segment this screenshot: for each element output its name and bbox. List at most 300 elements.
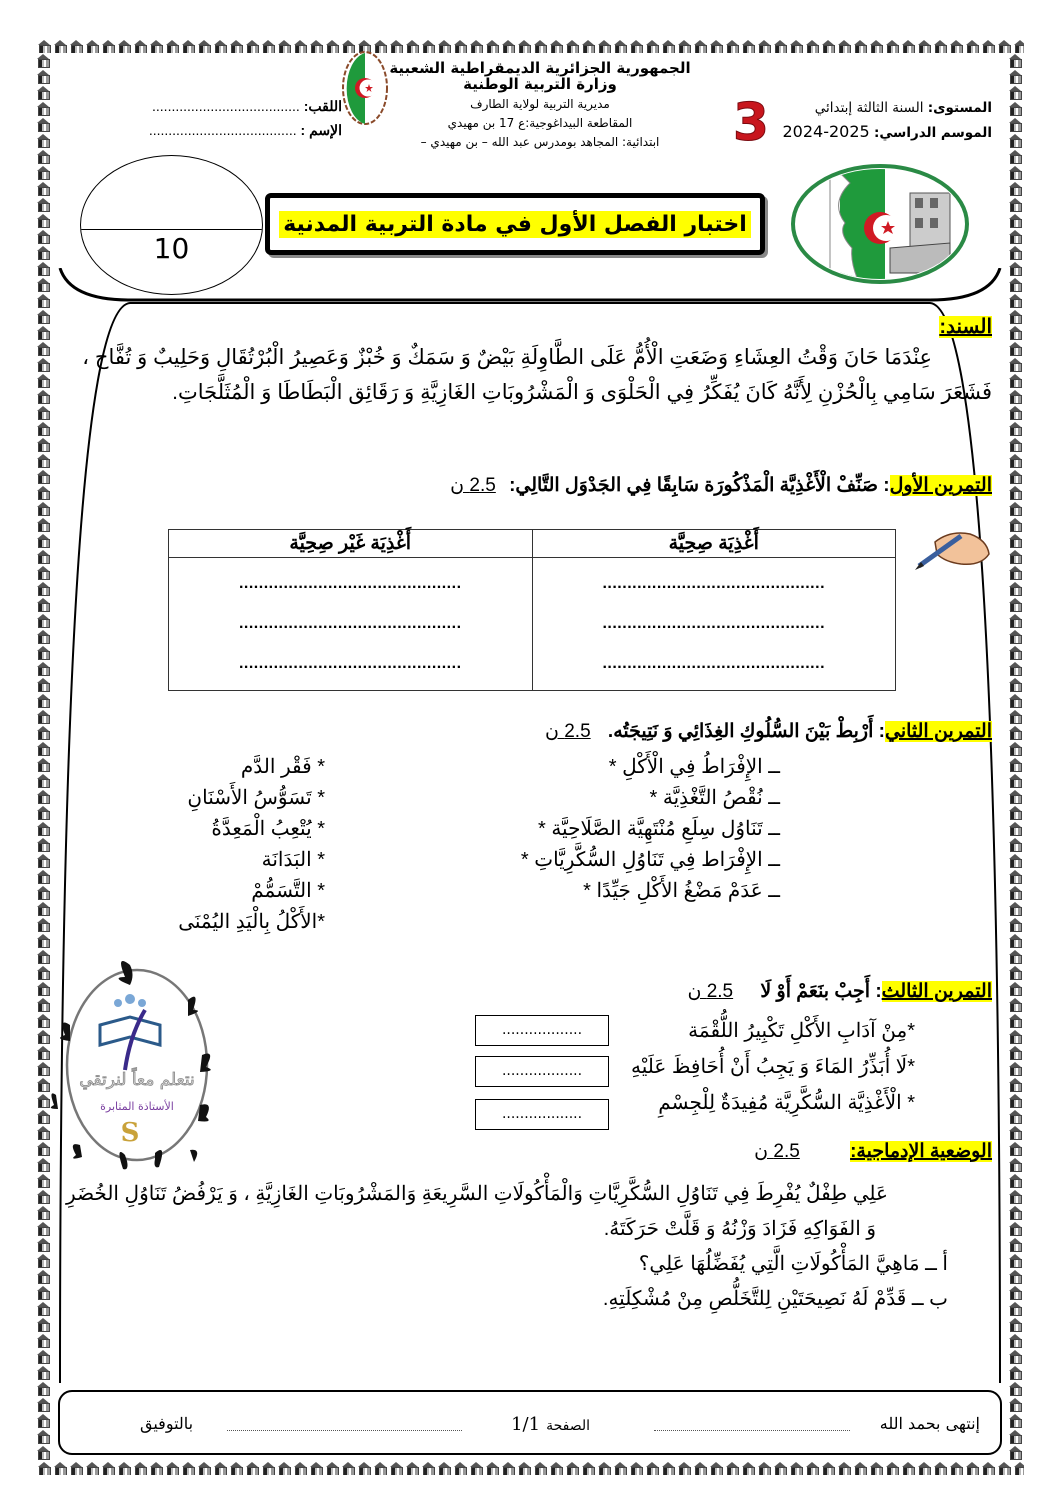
house-icon bbox=[1008, 1205, 1022, 1221]
watermark-letter: S bbox=[120, 1118, 140, 1148]
house-icon bbox=[468, 39, 484, 53]
house-icon bbox=[132, 1461, 148, 1475]
house-icon bbox=[852, 39, 868, 53]
house-icon bbox=[36, 117, 50, 133]
house-icon bbox=[596, 39, 612, 53]
house-icon bbox=[1008, 485, 1022, 501]
exercise1-label: التمرين الأول bbox=[889, 475, 992, 496]
page-border-right bbox=[1008, 53, 1022, 1461]
school-title: ابتدائية: المجاهد بومدرس عبد الله – بن مهيدي – bbox=[420, 135, 660, 149]
house-icon bbox=[1008, 405, 1022, 421]
house-icon bbox=[980, 39, 996, 53]
house-icon bbox=[36, 517, 50, 533]
house-icon bbox=[804, 1461, 820, 1475]
house-icon bbox=[1008, 85, 1022, 101]
house-icon bbox=[148, 1461, 164, 1475]
house-icon bbox=[900, 39, 916, 53]
house-icon bbox=[1008, 437, 1022, 453]
house-icon bbox=[1008, 805, 1022, 821]
house-icon bbox=[404, 39, 420, 53]
house-icon bbox=[756, 1461, 772, 1475]
house-icon bbox=[884, 1461, 900, 1475]
house-icon bbox=[868, 1461, 884, 1475]
house-icon bbox=[36, 677, 50, 693]
house-icon bbox=[1008, 53, 1022, 69]
exercise2-heading bbox=[545, 720, 992, 743]
page-label: الصفحة bbox=[546, 1418, 590, 1434]
house-icon bbox=[484, 1461, 500, 1475]
house-icon bbox=[1012, 1461, 1024, 1475]
ministry-title: وزارة التربية الوطنية bbox=[463, 75, 617, 93]
house-icon bbox=[36, 613, 50, 629]
education-logo-icon bbox=[790, 163, 970, 285]
house-icon bbox=[1008, 469, 1022, 485]
house-icon bbox=[1008, 629, 1022, 645]
house-icon bbox=[1008, 613, 1022, 629]
name-field[interactable]: ...................................... bbox=[148, 122, 297, 138]
house-icon bbox=[1008, 1413, 1022, 1429]
house-icon bbox=[36, 645, 50, 661]
house-icon bbox=[36, 261, 50, 277]
score-divider bbox=[81, 229, 262, 230]
house-icon bbox=[36, 1301, 50, 1317]
house-icon bbox=[36, 1317, 50, 1333]
house-icon bbox=[36, 1237, 50, 1253]
exercise3-points: 2.5 ن bbox=[687, 981, 734, 1002]
exercise2-label: التمرين الثاني bbox=[884, 721, 992, 742]
name-label: الإسم : bbox=[300, 122, 342, 138]
behavior-item[interactable]: ــ الإِفْرَاطُ فِي الْأَكْلِ * bbox=[608, 756, 780, 778]
house-icon bbox=[420, 1461, 436, 1475]
blank-line[interactable]: ............................................. bbox=[602, 575, 826, 592]
house-icon bbox=[36, 325, 50, 341]
house-icon bbox=[36, 1189, 50, 1205]
house-icon bbox=[36, 1173, 50, 1189]
answer-box-3[interactable]: .................. bbox=[475, 1099, 609, 1130]
page-footer bbox=[58, 1390, 1002, 1455]
house-icon bbox=[644, 39, 660, 53]
house-icon bbox=[500, 39, 516, 53]
closing-text: إنتهى بحمد الله bbox=[879, 1414, 980, 1433]
house-icon bbox=[308, 1461, 324, 1475]
exercise3-instruction: : أَجِبْ بنَعَمْ أَوْ لَا bbox=[760, 981, 882, 1002]
house-icon bbox=[724, 39, 740, 53]
house-icon bbox=[1008, 1141, 1022, 1157]
watermark-author: الأستاذة المثابرة bbox=[100, 1100, 174, 1113]
house-icon bbox=[68, 39, 84, 53]
blank-line[interactable]: ............................................. bbox=[602, 655, 826, 672]
house-icon bbox=[164, 39, 180, 53]
exercise2-instruction: : أَرْبِطْ بَيْنَ السُّلُوكِ الغِذَائِي وَ نَتِيجَتُه. bbox=[607, 721, 885, 742]
house-icon bbox=[36, 101, 50, 117]
house-icon bbox=[852, 1461, 868, 1475]
house-icon bbox=[308, 39, 324, 53]
house-icon bbox=[436, 39, 452, 53]
house-icon bbox=[1008, 1301, 1022, 1317]
house-icon bbox=[36, 1141, 50, 1157]
house-icon bbox=[1008, 1061, 1022, 1077]
house-icon bbox=[212, 1461, 228, 1475]
integration-questions bbox=[66, 1247, 948, 1317]
house-icon bbox=[452, 1461, 468, 1475]
house-icon bbox=[1008, 1093, 1022, 1109]
house-icon bbox=[1008, 789, 1022, 805]
house-icon bbox=[1008, 965, 1022, 981]
house-icon bbox=[36, 1429, 50, 1445]
house-icon bbox=[52, 1461, 68, 1475]
house-icon bbox=[612, 1461, 628, 1475]
house-icon bbox=[1008, 533, 1022, 549]
house-icon bbox=[36, 149, 50, 165]
house-icon bbox=[532, 39, 548, 53]
house-icon bbox=[36, 357, 50, 373]
house-icon bbox=[36, 1061, 50, 1077]
house-icon bbox=[1008, 741, 1022, 757]
house-icon bbox=[36, 1461, 52, 1475]
house-icon bbox=[292, 1461, 308, 1475]
house-icon bbox=[36, 309, 50, 325]
blank-line[interactable]: ............................................. bbox=[238, 615, 462, 632]
house-icon bbox=[1008, 501, 1022, 517]
house-icon bbox=[548, 1461, 564, 1475]
passage-heading bbox=[939, 314, 992, 339]
column-header-healthy: أَغْذِيَة صِحِيَّة bbox=[532, 530, 896, 558]
house-icon bbox=[1008, 421, 1022, 437]
house-icon bbox=[628, 1461, 644, 1475]
house-icon bbox=[564, 1461, 580, 1475]
header-official bbox=[385, 60, 695, 152]
house-icon bbox=[36, 421, 50, 437]
behavior-item[interactable]: ــ نُقْصُ التَّغْذِيَّة * bbox=[649, 787, 780, 809]
level-row bbox=[770, 96, 992, 120]
house-icon bbox=[84, 1461, 100, 1475]
house-icon bbox=[1008, 1429, 1022, 1445]
house-icon bbox=[36, 901, 50, 917]
integration-points: 2.5 ن bbox=[754, 1141, 800, 1162]
house-icon bbox=[196, 39, 212, 53]
house-icon bbox=[772, 39, 788, 53]
house-icon bbox=[836, 39, 852, 53]
pencil-hand-icon bbox=[915, 520, 993, 572]
house-icon bbox=[36, 1445, 50, 1461]
house-icon bbox=[36, 581, 50, 597]
house-icon bbox=[980, 1461, 996, 1475]
house-icon bbox=[36, 165, 50, 181]
house-icon bbox=[1008, 517, 1022, 533]
house-icon bbox=[36, 837, 50, 853]
house-icon bbox=[36, 1157, 50, 1173]
house-icon bbox=[580, 1461, 596, 1475]
exercise2-points: 2.5 ن bbox=[544, 721, 591, 742]
butterfly-wreath-icon bbox=[50, 955, 225, 1175]
blank-line[interactable]: ............................................. bbox=[602, 615, 826, 632]
house-icon bbox=[36, 69, 50, 85]
house-icon bbox=[1008, 1013, 1022, 1029]
house-icon bbox=[676, 39, 692, 53]
house-icon bbox=[436, 1461, 452, 1475]
house-icon bbox=[1008, 581, 1022, 597]
house-icon bbox=[36, 245, 50, 261]
house-icon bbox=[116, 1461, 132, 1475]
house-icon bbox=[244, 39, 260, 53]
surname-label: اللقب: bbox=[303, 98, 342, 114]
results-list bbox=[140, 752, 325, 938]
house-icon bbox=[916, 1461, 932, 1475]
level-label: المستوى: bbox=[927, 100, 992, 116]
house-icon bbox=[1008, 661, 1022, 677]
house-icon bbox=[36, 453, 50, 469]
house-icon bbox=[36, 341, 50, 357]
surname-field[interactable]: ...................................... bbox=[152, 98, 300, 114]
column-header-unhealthy: أَغْذِيَة غَيْر صِحِيَّة bbox=[169, 530, 533, 558]
house-icon bbox=[36, 405, 50, 421]
house-icon bbox=[500, 1461, 516, 1475]
house-icon bbox=[1008, 645, 1022, 661]
house-icon bbox=[884, 39, 900, 53]
house-icon bbox=[900, 1461, 916, 1475]
exam-title: اختبار الفصل الأول في مادة التربية المدنية bbox=[279, 211, 751, 238]
house-icon bbox=[36, 917, 50, 933]
name-row bbox=[62, 116, 342, 144]
house-icon bbox=[916, 39, 932, 53]
result-item[interactable]: * التَّسَمُّمْ bbox=[251, 880, 325, 902]
house-icon bbox=[1008, 373, 1022, 389]
number-three-icon bbox=[729, 96, 773, 146]
house-icon bbox=[36, 229, 50, 245]
house-icon bbox=[788, 1461, 804, 1475]
house-icon bbox=[36, 997, 50, 1013]
house-icon bbox=[36, 757, 50, 773]
house-icon bbox=[148, 39, 164, 53]
house-icon bbox=[36, 1381, 50, 1397]
house-icon bbox=[1008, 1381, 1022, 1397]
house-icon bbox=[708, 1461, 724, 1475]
result-item[interactable]: * فَقْر الدَّم bbox=[240, 756, 325, 778]
directorate-title: مديرية التربية لولاية الطارف bbox=[470, 97, 610, 111]
district-title: المقاطعة البيداغوجية:ع 17 بن مهيدي bbox=[447, 116, 633, 130]
house-icon bbox=[564, 39, 580, 53]
integration-text: عَلِي طِفْلٌ يُفْرِطَ فِي تَنَاوُلِ السُّكَّرِيَّاتِ وَالْمَأْكُولَاتِ السَّرِيعَةِ وَالمَشْرُوبَاتِ الغَازِيَّةِ ، وَ يَرْفُضُ تَنَاوُلِ الخُضَرِ وَ الفَوَاكِهِ فَزَادَ وَزْنُهُ وَ قَلَّتْ حَرَكَتَهُ. bbox=[66, 1183, 888, 1240]
house-icon bbox=[1008, 933, 1022, 949]
house-icon bbox=[36, 1045, 50, 1061]
house-icon bbox=[1008, 1189, 1022, 1205]
house-icon bbox=[1008, 997, 1022, 1013]
integration-heading bbox=[754, 1140, 992, 1163]
result-item[interactable]: * تَسَوُّسُ الأَسْنَانِ bbox=[187, 787, 325, 809]
house-icon bbox=[1008, 1333, 1022, 1349]
house-icon bbox=[36, 965, 50, 981]
unhealthy-foods-cell[interactable] bbox=[169, 558, 533, 691]
house-icon bbox=[1008, 757, 1022, 773]
good-luck-text: بالتوفيق bbox=[140, 1414, 194, 1433]
blank-line[interactable]: ............................................. bbox=[238, 575, 462, 592]
house-icon bbox=[1008, 1237, 1022, 1253]
house-icon bbox=[36, 485, 50, 501]
page-border-bottom bbox=[36, 1461, 1024, 1475]
house-icon bbox=[36, 1269, 50, 1285]
result-item[interactable]: * البَدَانَة bbox=[261, 849, 325, 871]
house-icon bbox=[52, 39, 68, 53]
house-icon bbox=[1008, 245, 1022, 261]
house-icon bbox=[1008, 1077, 1022, 1093]
house-icon bbox=[820, 1461, 836, 1475]
house-icon bbox=[788, 39, 804, 53]
house-icon bbox=[36, 1285, 50, 1301]
house-icon bbox=[36, 213, 50, 229]
exercise1-heading bbox=[450, 474, 992, 497]
house-icon bbox=[1008, 677, 1022, 693]
house-icon bbox=[116, 39, 132, 53]
house-icon bbox=[1008, 1269, 1022, 1285]
house-icon bbox=[1008, 1109, 1022, 1125]
house-icon bbox=[1008, 197, 1022, 213]
house-icon bbox=[948, 39, 964, 53]
house-icon bbox=[1008, 389, 1022, 405]
house-icon bbox=[1008, 549, 1022, 565]
answer-box-2[interactable]: .................. bbox=[475, 1056, 609, 1087]
house-icon bbox=[964, 39, 980, 53]
house-icon bbox=[36, 437, 50, 453]
house-icon bbox=[36, 1029, 50, 1045]
integration-label: الوضعية الإدماجية: bbox=[850, 1141, 992, 1162]
exercise1-points: 2.5 ن bbox=[450, 475, 496, 496]
blank-line[interactable]: ............................................. bbox=[238, 655, 462, 672]
house-icon bbox=[1008, 101, 1022, 117]
house-icon bbox=[36, 853, 50, 869]
house-icon bbox=[36, 1221, 50, 1237]
house-icon bbox=[36, 1077, 50, 1093]
house-icon bbox=[836, 1461, 852, 1475]
house-icon bbox=[36, 949, 50, 965]
house-icon bbox=[276, 39, 292, 53]
house-icon bbox=[100, 1461, 116, 1475]
house-icon bbox=[1008, 1365, 1022, 1381]
house-icon bbox=[1008, 293, 1022, 309]
house-icon bbox=[36, 725, 50, 741]
svg-text:3: 3 bbox=[732, 96, 770, 146]
house-icon bbox=[36, 533, 50, 549]
house-icon bbox=[36, 597, 50, 613]
healthy-foods-cell[interactable] bbox=[532, 558, 896, 691]
passage-label: السند: bbox=[939, 316, 992, 338]
house-icon bbox=[756, 39, 772, 53]
house-icon bbox=[180, 1461, 196, 1475]
food-classification-table bbox=[168, 529, 896, 691]
house-icon bbox=[1008, 1317, 1022, 1333]
house-icon bbox=[1008, 949, 1022, 965]
emblem-icon bbox=[340, 48, 390, 128]
total-score: 10 bbox=[153, 232, 190, 265]
house-icon bbox=[1008, 773, 1022, 789]
education-logo bbox=[790, 163, 970, 285]
teacher-watermark bbox=[50, 955, 225, 1175]
house-icon bbox=[596, 1461, 612, 1475]
house-icon bbox=[1008, 981, 1022, 997]
house-icon bbox=[36, 869, 50, 885]
house-icon bbox=[36, 1365, 50, 1381]
level-value: السنة الثالثة إبتدائي bbox=[814, 100, 924, 116]
house-icon bbox=[948, 1461, 964, 1475]
republic-title: الجمهورية الجزائرية الديمقراطية الشعبية bbox=[389, 59, 691, 77]
house-icon bbox=[484, 39, 500, 53]
house-icon bbox=[1008, 725, 1022, 741]
house-icon bbox=[36, 1109, 50, 1125]
statement-item: *مِنْ آدَابِ الأَكْلِ تَكْبِيرُ اللُّقْمَة bbox=[688, 1020, 915, 1042]
house-icon bbox=[36, 39, 52, 53]
house-icon bbox=[1008, 133, 1022, 149]
question-a: أ ــ مَاهِيَّ المَأْكُولَاتِ الَّتِي يُفَضِّلُهَا عَلِي؟ bbox=[638, 1253, 948, 1275]
house-icon bbox=[820, 39, 836, 53]
house-icon bbox=[1008, 693, 1022, 709]
house-icon bbox=[548, 39, 564, 53]
house-icon bbox=[660, 1461, 676, 1475]
house-icon bbox=[36, 197, 50, 213]
house-icon bbox=[660, 39, 676, 53]
page-border-left bbox=[36, 53, 50, 1461]
house-icon bbox=[36, 661, 50, 677]
house-icon bbox=[1008, 309, 1022, 325]
house-icon bbox=[996, 39, 1012, 53]
house-icon bbox=[1008, 1045, 1022, 1061]
behavior-item[interactable]: ــ الإِفْرَاط فِي تَنَاوُلِ السُّكَّرِيَّاتِ * bbox=[520, 849, 780, 871]
house-icon bbox=[228, 39, 244, 53]
season-label: الموسم الدراسي: bbox=[874, 125, 992, 141]
house-icon bbox=[516, 1461, 532, 1475]
house-icon bbox=[1008, 277, 1022, 293]
house-icon bbox=[36, 53, 50, 69]
house-icon bbox=[1008, 885, 1022, 901]
house-icon bbox=[1008, 325, 1022, 341]
house-icon bbox=[1008, 901, 1022, 917]
house-icon bbox=[36, 629, 50, 645]
watermark-slogan: نتعلم معاً لنرتقي bbox=[79, 1070, 195, 1090]
passage-text: عِنْدَمَا حَانَ وَقْتُ العِشَاءِ وَضَعَتِ الْأُمُّ عَلَى الطَّاوِلَةِ بَيْضٌ وَ سَمَكٌ وَ خُبْزٌ وَعَصِيرُ الْبُرْتُقَالِ وَحَلِيبٌ وَ تُفَّاح ، فَشَعَرَ سَامِي بِالْحُزْنِ لِأَنَّهُ كَانَ يُفَكِّرُ فِي الْحَلْوَى وَ الْمَشْرُوبَاتِ الغَازِيَّةِ وَ رَقَائِق الْبَطَاطَا وَ الْمُثَلَّجَاتِ. bbox=[82, 346, 992, 404]
house-icon bbox=[644, 1461, 660, 1475]
house-icon bbox=[36, 773, 50, 789]
house-icon bbox=[36, 293, 50, 309]
result-item[interactable]: * يُتْعِبُ الْمَعِدَّةُ bbox=[211, 818, 325, 840]
house-icon bbox=[36, 373, 50, 389]
house-icon bbox=[36, 1205, 50, 1221]
house-icon bbox=[964, 1461, 980, 1475]
exercise3-label: التمرين الثالث bbox=[881, 981, 992, 1002]
season-value: 2025-2024 bbox=[782, 122, 870, 141]
behavior-item[interactable]: ــ تَنَاوُل سِلَعِ مُنْتَهِيَّة الصَّلَاحِيَّة * bbox=[537, 818, 780, 840]
result-item[interactable]: *الأَكْلُ بِالْيَدِ اليُمْنَى bbox=[178, 911, 325, 933]
house-icon bbox=[996, 1461, 1012, 1475]
house-icon bbox=[36, 1333, 50, 1349]
page-value: 1/1 bbox=[511, 1414, 541, 1435]
house-icon bbox=[36, 181, 50, 197]
house-icon bbox=[692, 1461, 708, 1475]
house-icon bbox=[340, 1461, 356, 1475]
house-icon bbox=[244, 1461, 260, 1475]
house-icon bbox=[388, 1461, 404, 1475]
house-icon bbox=[1008, 917, 1022, 933]
house-icon bbox=[36, 85, 50, 101]
house-icon bbox=[36, 693, 50, 709]
house-icon bbox=[132, 39, 148, 53]
behavior-item[interactable]: ــ عَدَمْ مَضْغُ الأَكْلِ جَيِّدًا * bbox=[583, 880, 780, 902]
house-icon bbox=[260, 39, 276, 53]
answer-box-1[interactable]: .................. bbox=[475, 1015, 609, 1046]
house-icon bbox=[36, 133, 50, 149]
house-icon bbox=[580, 39, 596, 53]
house-icon bbox=[1008, 181, 1022, 197]
exercise3-heading bbox=[687, 980, 992, 1003]
house-icon bbox=[1008, 869, 1022, 885]
house-icon bbox=[1008, 341, 1022, 357]
